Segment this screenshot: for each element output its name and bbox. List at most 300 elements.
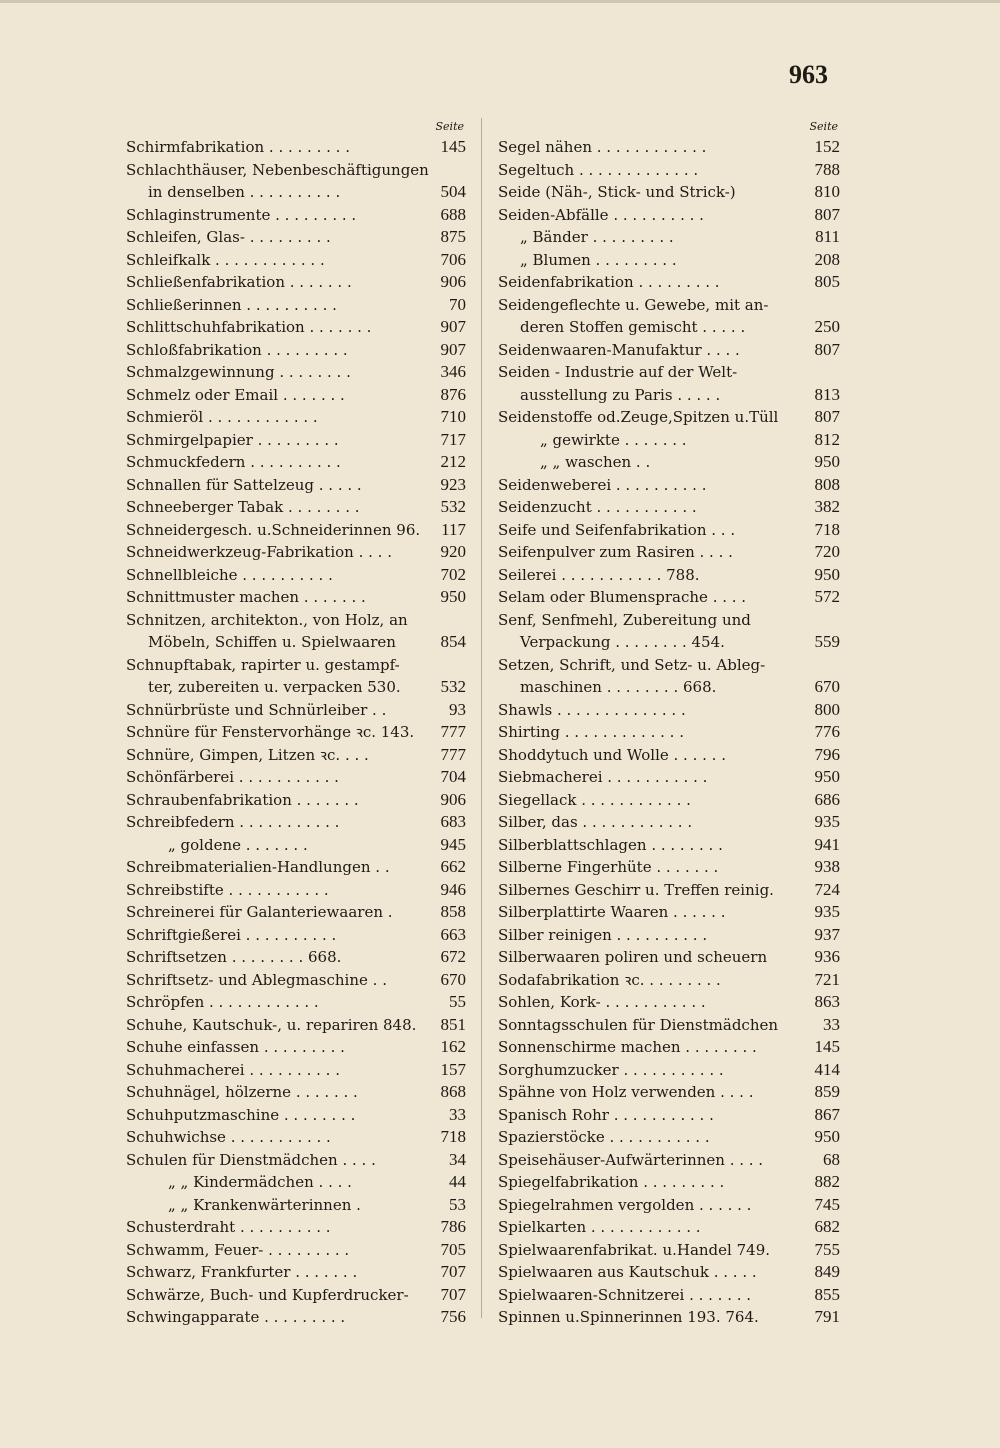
entry-page-number: 53 [445,1194,466,1217]
entry-page-number: 145 [437,136,467,159]
entry-page-number: 532 [437,676,467,699]
index-entry [126,991,466,1014]
entry-page-number: 44 [445,1171,466,1194]
index-entry [498,609,840,632]
entry-page-number: 882 [811,1171,841,1194]
entry-page-number: 755 [811,1239,841,1262]
entry-page-number: 855 [811,1284,841,1307]
entry-term: Sodafabrikation ꝛc. . . . . . . . . [498,970,721,989]
index-entry [498,1059,840,1082]
index-entry [126,1284,466,1307]
entry-term: Seidenweberei . . . . . . . . . . [498,475,707,494]
index-entry [126,496,466,519]
entry-page-number: 923 [437,474,467,497]
entry-term: Schuhe einfassen . . . . . . . . . [126,1038,345,1056]
index-entry [498,1036,840,1059]
entry-term: Siegellack . . . . . . . . . . . . [498,790,691,809]
entry-page-number: 937 [811,924,841,947]
entry-term: Schwamm, Feuer- . . . . . . . . . [126,1240,350,1259]
entry-term: maschinen . . . . . . . . 668. [520,678,717,696]
index-entry [498,631,840,654]
entry-term: Schmuckfedern . . . . . . . . . . [126,453,341,471]
index-entry [126,744,466,767]
index-entry [498,294,840,317]
entry-term: Spielwaarenfabrikat. u.Handel 749. [498,1240,770,1259]
entry-term: Schröpfen . . . . . . . . . . . . [126,993,319,1011]
index-entry [126,1036,466,1059]
index-entry [498,136,840,159]
entry-page-number: 920 [437,541,467,564]
index-entry [498,406,840,429]
entry-term: Siebmacherei . . . . . . . . . . . [498,768,708,786]
index-entry [126,339,466,362]
index-entry [126,901,466,924]
index-entry [498,789,840,812]
entry-page-number: 906 [437,789,467,812]
entry-term: Schneeberger Tabak . . . . . . . . [126,498,360,516]
entry-term: Seidenzucht . . . . . . . . . . . [498,498,697,516]
entry-term: Schnupftabak, rapirter u. gestampf- [126,655,400,674]
entry-page-number: 950 [811,1126,841,1149]
index-entry [498,181,840,204]
entry-page-number: 810 [811,181,841,204]
entry-term: „ gewirkte . . . . . . . [540,430,687,449]
entry-term: Schließerinnen . . . . . . . . . . [126,295,337,314]
index-entry [126,766,466,789]
entry-page-number: 93 [445,699,466,722]
index-entry [498,204,840,227]
entry-term: Schnürbrüste und Schnürleiber . . [126,700,387,719]
entry-page-number: 945 [437,834,467,857]
index-entry [126,969,466,992]
entry-page-number: 532 [437,496,467,519]
entry-term: Schuhe, Kautschuk-, u. repariren 848. [126,1015,417,1034]
index-entry [126,654,466,677]
entry-term: Schleifkalk . . . . . . . . . . . . [126,250,325,269]
entry-page-number: 935 [811,811,841,834]
entry-term: Schuhmacherei . . . . . . . . . . [126,1060,340,1079]
entry-page-number: 807 [811,204,841,227]
entry-term: ter, zubereiten u. verpacken 530. [148,678,401,696]
index-entry [126,586,466,609]
entry-page-number: 854 [437,631,467,654]
entry-term: Schnittmuster machen . . . . . . . [126,588,366,606]
entry-page-number: 682 [811,1216,841,1239]
index-entry [498,1104,840,1127]
entry-term: Schriftsetzen . . . . . . . . 668. [126,948,342,966]
index-entry [126,1239,466,1262]
index-entry [126,1194,466,1217]
entry-page-number: 706 [437,249,467,272]
index-entry [126,519,466,542]
index-entry [498,924,840,947]
index-entry [498,1149,840,1172]
entry-term: Schreinerei für Galanteriewaaren . [126,903,393,921]
entry-term: Schulen für Dienstmädchen . . . . [126,1150,376,1169]
entry-page-number: 68 [819,1149,840,1172]
index-entry [126,1059,466,1082]
entry-term: Segeltuch . . . . . . . . . . . . . [498,160,699,179]
entry-term: Schloßfabrikation . . . . . . . . . [126,340,348,359]
entry-term: Spanisch Rohr . . . . . . . . . . . [498,1105,714,1124]
index-entry [498,654,840,677]
index-entry [126,1014,466,1037]
index-entry [126,249,466,272]
entry-page-number: 672 [437,946,467,969]
entry-term: Spielkarten . . . . . . . . . . . . [498,1218,701,1236]
index-entry [498,564,840,587]
entry-term: Seidengeflechte u. Gewebe, mit an- [498,295,769,314]
entry-term: Schriftsetz- und Ablegmaschine . . [126,970,387,989]
entry-term: Schmieröl . . . . . . . . . . . . [126,408,318,426]
index-entries-left [126,136,466,1329]
entry-page-number: 867 [811,1104,841,1127]
entry-term: Schlaginstrumente . . . . . . . . . [126,205,357,224]
index-entry [126,204,466,227]
entry-page-number: 796 [811,744,841,767]
index-column-left [126,118,466,1329]
entry-term: „ „ Krankenwärterinnen . [168,1195,361,1214]
entry-page-number: 720 [811,541,841,564]
entry-term: Schmirgelpapier . . . . . . . . . [126,430,339,449]
entry-term: Schmelz oder Email . . . . . . . [126,385,345,404]
index-entry [498,1239,840,1262]
entry-page-number: 858 [437,901,467,924]
entry-page-number: 710 [437,406,467,429]
index-entry [126,474,466,497]
entry-page-number: 800 [811,699,841,722]
index-entry [126,316,466,339]
index-entry [126,1149,466,1172]
entry-term: Möbeln, Schiffen u. Spielwaaren [148,633,396,651]
index-entry [126,1104,466,1127]
entry-page-number: 688 [437,204,467,227]
index-entry [126,856,466,879]
entry-page-number: 145 [811,1036,841,1059]
entry-page-number: 663 [437,924,467,947]
entry-term: Verpackung . . . . . . . . 454. [520,633,725,651]
entry-page-number: 33 [819,1014,840,1037]
entry-term: Schneidergesch. u.Schneiderinnen 96. [126,520,421,539]
entry-term: Speisehäuser-Aufwärterinnen . . . . [498,1150,764,1169]
index-entry [126,361,466,384]
entry-page-number: 875 [437,226,467,249]
entry-page-number: 208 [811,249,841,272]
entry-term: Spiegelfabrikation . . . . . . . . . [498,1173,725,1191]
entry-page-number: 776 [811,721,841,744]
entry-term: Silbernes Geschirr u. Treffen reinig. [498,880,774,899]
index-entry [126,721,466,744]
entry-term: Segel nähen . . . . . . . . . . . . [498,138,707,156]
entry-page-number: 572 [811,586,841,609]
index-entry [126,631,466,654]
entry-page-number: 559 [811,631,841,654]
entry-page-number: 788 [811,159,841,182]
entry-term: Spazierstöcke . . . . . . . . . . . [498,1128,710,1146]
entry-term: Seide (Näh-, Stick- und Strick-) [498,183,736,201]
entry-page-number: 157 [437,1059,467,1082]
entry-page-number: 162 [437,1036,467,1059]
index-entry [498,361,840,384]
index-entry [498,1014,840,1037]
index-entry [126,429,466,452]
entry-page-number: 724 [811,879,841,902]
entry-term: „ Blumen . . . . . . . . . [520,250,677,269]
entry-term: Spiegelrahmen vergolden . . . . . . [498,1195,752,1214]
index-entry [126,1216,466,1239]
entry-term: Schlachthäuser, Nebenbeschäftigungen [126,160,429,179]
entry-term: Silberne Fingerhüte . . . . . . . [498,858,719,876]
entry-page-number: 907 [437,316,467,339]
entry-term: Schnitzen, architekton., von Holz, an [126,610,408,629]
entry-page-number: 55 [445,991,466,1014]
entry-term: Setzen, Schrift, und Setz- u. Ableg- [498,655,766,674]
entry-page-number: 941 [811,834,841,857]
entry-page-number: 805 [811,271,841,294]
entry-term: Schreibstifte . . . . . . . . . . . [126,880,329,899]
index-entry [498,541,840,564]
entry-page-number: 938 [811,856,841,879]
entry-page-number: 718 [811,519,841,542]
index-entry [498,766,840,789]
index-entry [498,226,840,249]
index-entry [126,811,466,834]
entry-page-number: 950 [811,451,841,474]
entry-term: Shoddytuch und Wolle . . . . . . [498,745,726,764]
entry-term: Seiden - Industrie auf der Welt- [498,363,738,381]
index-entry [498,339,840,362]
index-entry [498,834,840,857]
index-entry [498,249,840,272]
index-entry [498,744,840,767]
entry-page-number: 811 [811,226,840,249]
index-entry [126,271,466,294]
entry-term: Schreibfedern . . . . . . . . . . . [126,813,340,831]
index-entry [126,924,466,947]
entry-page-number: 686 [811,789,841,812]
top-edge-rule [0,0,1000,3]
entry-page-number: 876 [437,384,467,407]
entry-term: Seidenstoffe od.Zeuge,Spitzen u.Tüll [498,408,779,426]
entry-page-number: 950 [811,766,841,789]
entry-page-number: 212 [437,451,467,474]
entry-term: Silberplattirte Waaren . . . . . . [498,903,726,921]
entry-page-number: 670 [437,969,467,992]
index-entry [498,429,840,452]
entry-term: Shawls . . . . . . . . . . . . . . [498,700,686,719]
index-entry [126,609,466,632]
column-header-seite: Seite [809,120,838,133]
index-entry [126,834,466,857]
index-entry [498,586,840,609]
index-entry [126,406,466,429]
entry-term: Schlittschuhfabrikation . . . . . . . [126,318,372,336]
entry-page-number: 807 [811,406,841,429]
entry-term: Schreibmaterialien-Handlungen . . [126,858,390,876]
index-entry [498,991,840,1014]
entry-page-number: 704 [437,766,467,789]
entry-term: Schuhnägel, hölzerne . . . . . . . [126,1083,358,1101]
entry-page-number: 791 [811,1306,841,1329]
index-entry [126,136,466,159]
index-entry [498,1216,840,1239]
index-entry [126,159,466,182]
entry-term: Schwärze, Buch- und Kupferdrucker- [126,1285,409,1304]
entry-term: Schnallen für Sattelzeug . . . . . [126,475,362,494]
entry-term: Schusterdraht . . . . . . . . . . [126,1218,331,1236]
index-entry [498,271,840,294]
entry-term: Shirting . . . . . . . . . . . . . [498,723,684,741]
entry-page-number: 950 [811,564,841,587]
entry-page-number: 935 [811,901,841,924]
index-entry [498,1261,840,1284]
index-entry [126,1126,466,1149]
index-entry [498,1306,840,1329]
entry-page-number: 346 [437,361,467,384]
page-number: 963 [789,60,828,89]
index-entry [498,1284,840,1307]
entry-term: Silber, das . . . . . . . . . . . . [498,813,693,831]
entry-term: Schwingapparate . . . . . . . . . [126,1308,346,1326]
entry-page-number: 756 [437,1306,467,1329]
entry-term: Spähne von Holz verwenden . . . . [498,1083,754,1101]
entry-page-number: 868 [437,1081,467,1104]
entry-page-number: 777 [437,744,467,767]
entry-page-number: 662 [437,856,467,879]
index-entries-right [498,136,840,1329]
entry-term: Seife und Seifenfabrikation . . . [498,520,736,539]
entry-page-number: 718 [437,1126,467,1149]
entry-page-number: 863 [811,991,841,1014]
index-entry [498,1194,840,1217]
index-entry [498,856,840,879]
entry-term: Seilerei . . . . . . . . . . . 788. [498,565,700,584]
entry-term: ausstellung zu Paris . . . . . [520,385,721,404]
index-entry [498,496,840,519]
entry-page-number: 907 [437,339,467,362]
index-entry [498,159,840,182]
entry-term: Silber reinigen . . . . . . . . . . [498,925,708,944]
index-entry [498,879,840,902]
entry-term: „ goldene . . . . . . . [168,835,308,854]
entry-page-number: 670 [811,676,841,699]
index-entry [126,1306,466,1329]
entry-term: Schneidwerkzeug-Fabrikation . . . . [126,543,392,561]
entry-term: „ Bänder . . . . . . . . . [520,228,674,246]
entry-term: Sohlen, Kork- . . . . . . . . . . . [498,993,706,1011]
entry-page-number: 946 [437,879,467,902]
index-entry [498,451,840,474]
index-entry [498,316,840,339]
entry-page-number: 812 [811,429,841,452]
index-entry [498,969,840,992]
entry-term: Seidenwaaren-Manufaktur . . . . [498,340,740,359]
entry-page-number: 504 [437,181,467,204]
entry-term: Schnellbleiche . . . . . . . . . . [126,565,333,584]
entry-page-number: 807 [811,339,841,362]
index-entry [498,901,840,924]
entry-term: Spielwaaren aus Kautschuk . . . . . [498,1263,757,1281]
entry-page-number: 250 [811,316,841,339]
entry-page-number: 707 [437,1261,467,1284]
entry-page-number: 382 [811,496,841,519]
entry-page-number: 906 [437,271,467,294]
entry-page-number: 152 [811,136,841,159]
index-entry [126,946,466,969]
column-header-seite: Seite [435,120,464,133]
index-entry [498,474,840,497]
entry-page-number: 851 [437,1014,467,1037]
entry-page-number: 33 [445,1104,466,1127]
index-entry [498,1126,840,1149]
entry-term: Senf, Senfmehl, Zubereitung und [498,610,751,629]
entry-page-number: 813 [811,384,841,407]
entry-term: Seidenfabrikation . . . . . . . . . [498,273,720,291]
entry-term: „ „ Kindermädchen . . . . [168,1173,352,1191]
index-entry [126,1261,466,1284]
entry-page-number: 70 [445,294,466,317]
index-entry [126,789,466,812]
index-entry [498,676,840,699]
entry-page-number: 950 [437,586,467,609]
entry-term: Schnüre für Fenstervorhänge ꝛc. 143. [126,723,415,741]
entry-page-number: 707 [437,1284,467,1307]
index-entry [126,226,466,249]
index-entry [498,721,840,744]
index-entry [126,541,466,564]
entry-term: Schnüre, Gimpen, Litzen ꝛc. . . . [126,745,369,764]
entry-term: Spinnen u.Spinnerinnen 193. 764. [498,1308,759,1326]
entry-page-number: 414 [811,1059,841,1082]
entry-term: Schriftgießerei . . . . . . . . . . [126,925,337,944]
index-entry [498,384,840,407]
entry-term: Schwarz, Frankfurter . . . . . . . [126,1263,358,1281]
entry-page-number: 117 [437,519,466,542]
index-entry [126,699,466,722]
index-entry [498,811,840,834]
entry-page-number: 777 [437,721,467,744]
index-entry [126,294,466,317]
entry-page-number: 683 [437,811,467,834]
entry-page-number: 849 [811,1261,841,1284]
entry-page-number: 705 [437,1239,467,1262]
entry-term: Seifenpulver zum Rasiren . . . . [498,543,733,561]
entry-term: Schraubenfabrikation . . . . . . . [126,790,359,809]
entry-page-number: 745 [811,1194,841,1217]
entry-term: Silberwaaren poliren und scheuern [498,948,768,966]
entry-term: Schönfärberei . . . . . . . . . . . [126,768,339,786]
entry-page-number: 34 [445,1149,466,1172]
index-entry [126,879,466,902]
index-entry [498,1081,840,1104]
index-entry [498,946,840,969]
index-entry [126,1081,466,1104]
entry-page-number: 717 [437,429,467,452]
index-entry [126,451,466,474]
entry-term: Schließenfabrikation . . . . . . . [126,273,352,291]
entry-page-number: 721 [811,969,841,992]
entry-term: Sonnenschirme machen . . . . . . . . [498,1038,757,1056]
index-entry [126,181,466,204]
entry-term: deren Stoffen gemischt . . . . . [520,318,746,336]
column-divider [481,118,482,1318]
entry-term: Silberblattschlagen . . . . . . . . [498,835,723,854]
entry-term: Spielwaaren-Schnitzerei . . . . . . . [498,1285,752,1304]
entry-term: in denselben . . . . . . . . . . [148,183,341,201]
index-entry [498,699,840,722]
entry-page-number: 808 [811,474,841,497]
entry-page-number: 859 [811,1081,841,1104]
